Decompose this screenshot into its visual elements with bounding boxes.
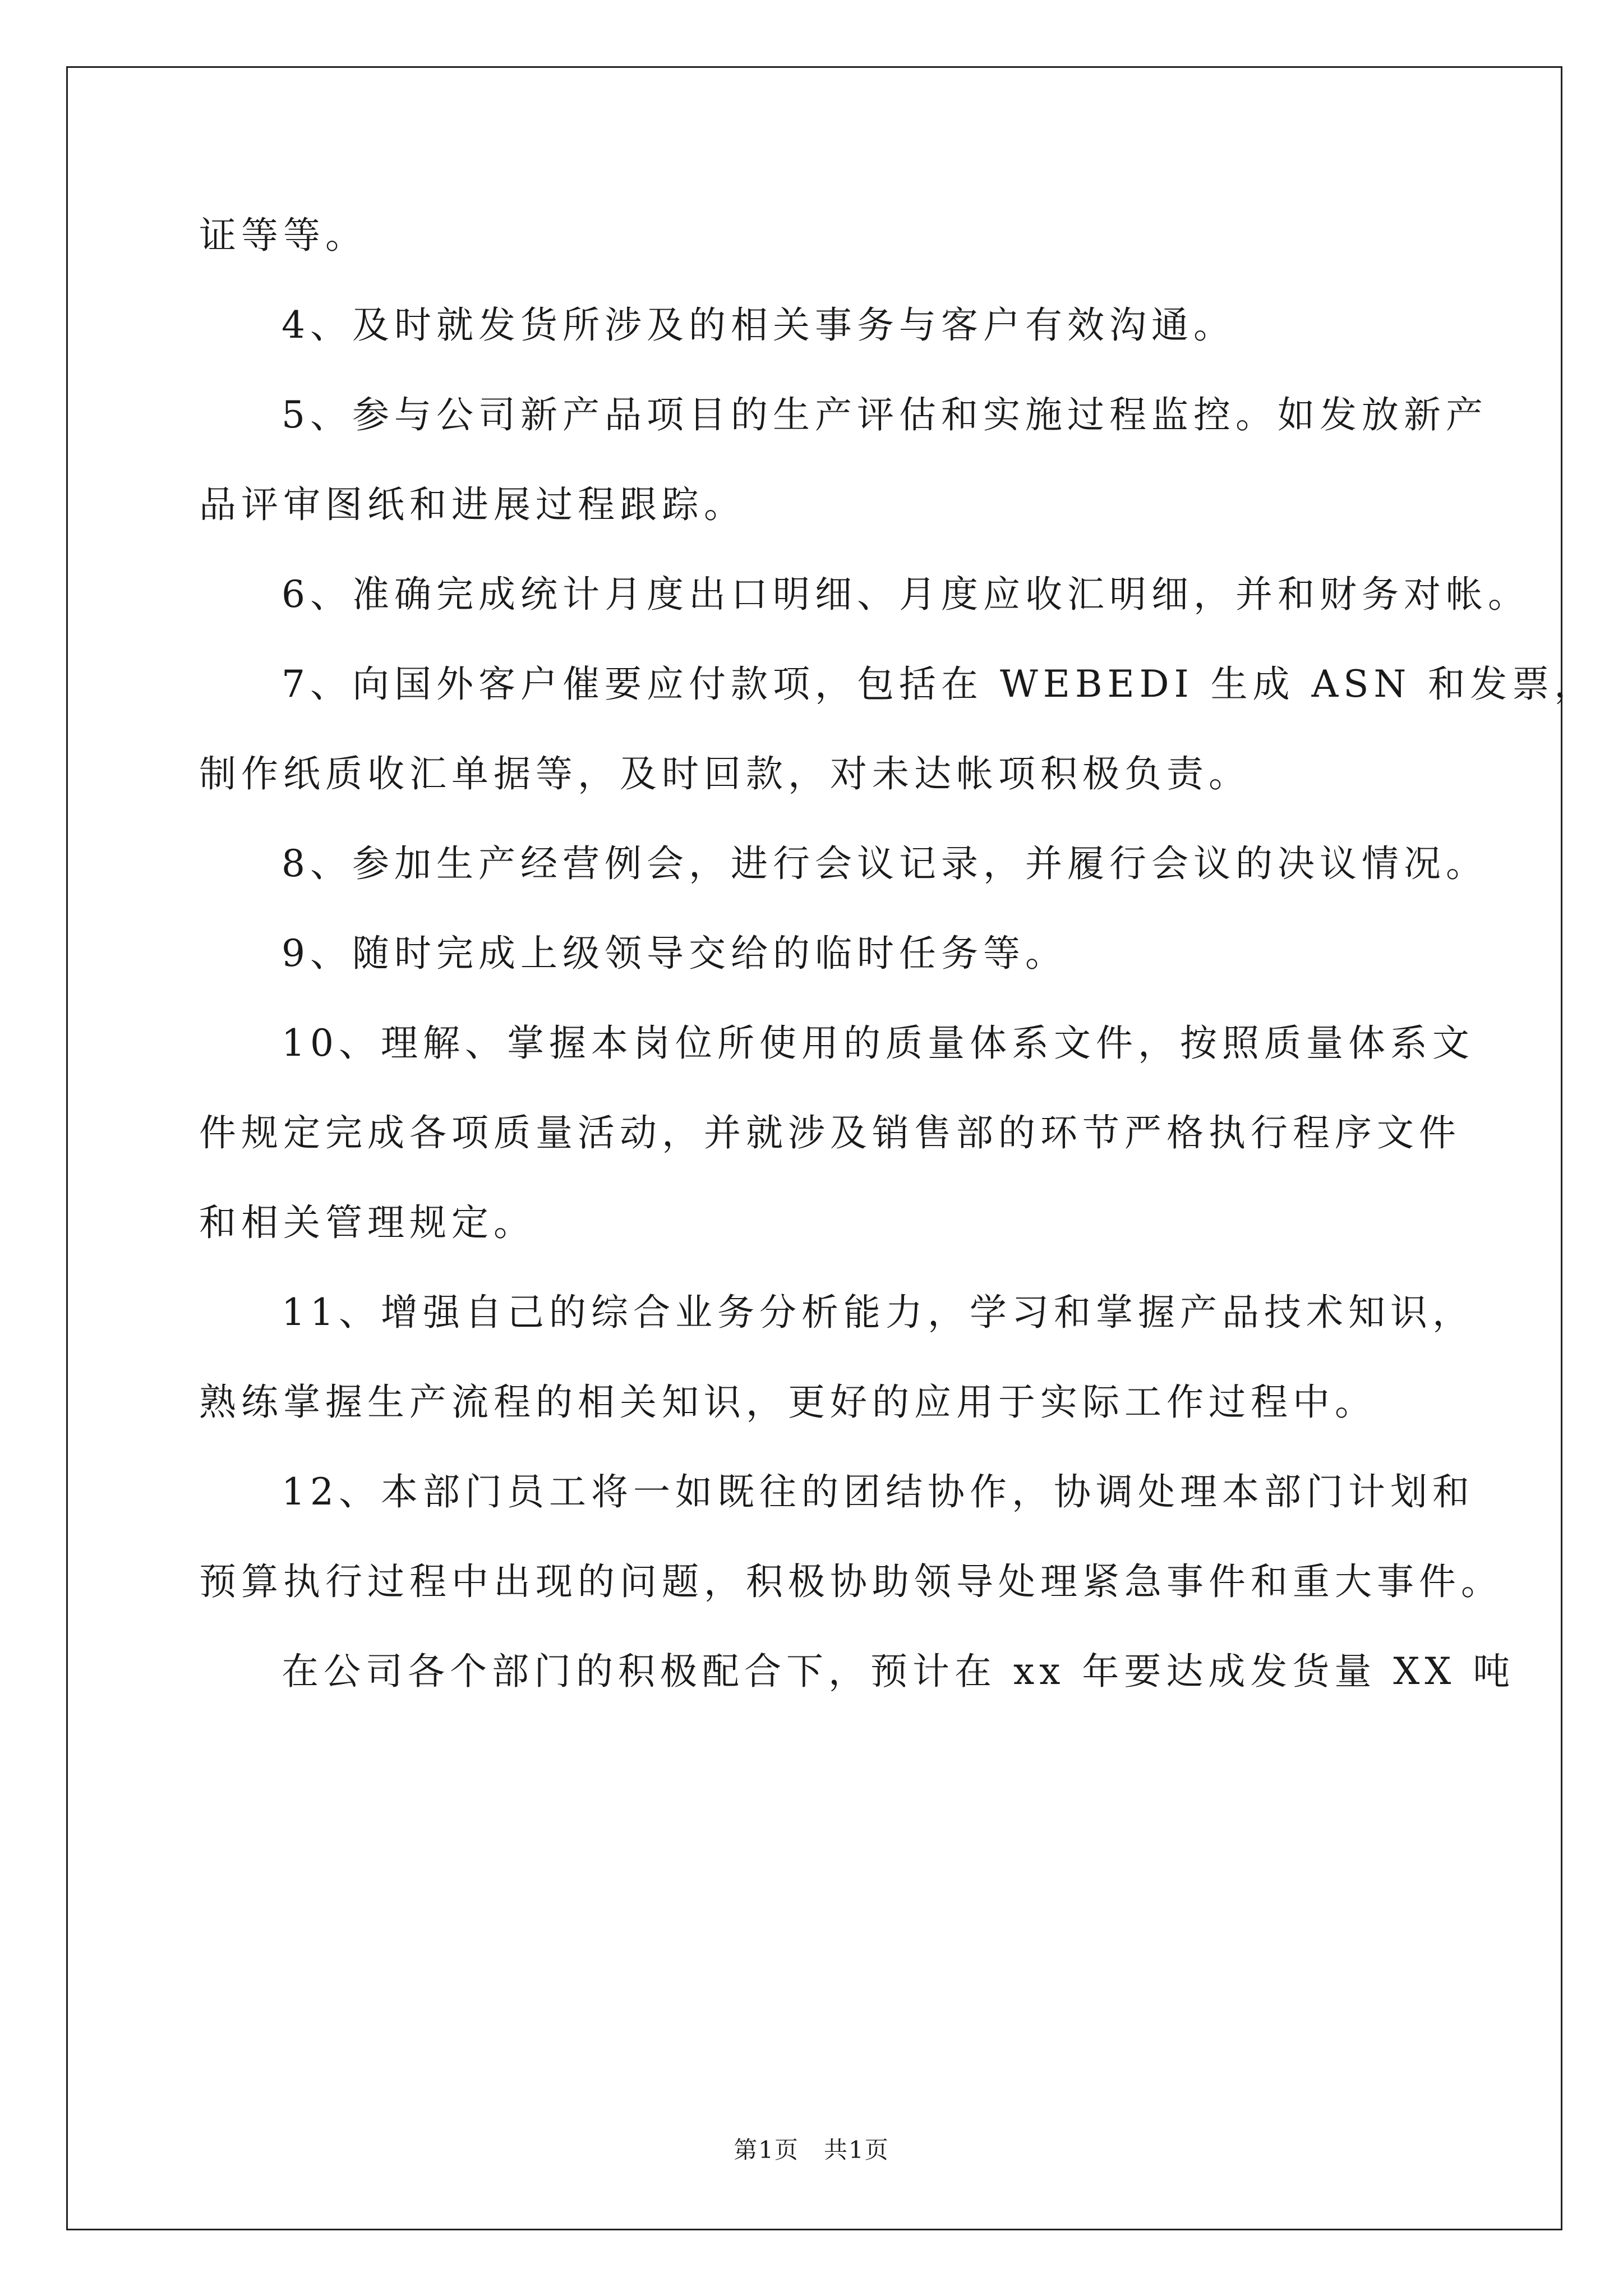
text-line: 和相关管理规定。 — [199, 1201, 536, 1244]
text-line: 9、随时完成上级领导交给的临时任务等。 — [282, 932, 1067, 975]
text-line: 5、参与公司新产品项目的生产评估和实施过程监控。如发放新产 — [282, 393, 1488, 436]
text-line: 6、准确完成统计月度出口明细、月度应收汇明细，并和财务对帐。 — [282, 573, 1530, 616]
text-line: 在公司各个部门的积极配合下，预计在 xx 年要达成发货量 XX 吨 — [282, 1650, 1515, 1693]
text-line: 8、参加生产经营例会，进行会议记录，并履行会议的决议情况。 — [282, 842, 1488, 885]
text-line: 12、本部门员工将一如既往的团结协作，协调处理本部门计划和 — [282, 1470, 1474, 1513]
text-line: 制作纸质收汇单据等，及时回款，对未达帐项积极负责。 — [199, 752, 1251, 795]
page-footer: 第1页 共1页 — [734, 2136, 889, 2164]
text-line: 10、理解、掌握本岗位所使用的质量体系文件，按照质量体系文 — [282, 1022, 1474, 1065]
text-line: 熟练掌握生产流程的相关知识，更好的应用于实际工作过程中。 — [199, 1381, 1377, 1424]
text-line: 预算执行过程中出现的问题，积极协助领导处理紧急事件和重大事件。 — [199, 1560, 1503, 1603]
text-line: 7、向国外客户催要应付款项，包括在 WEBEDI 生成 ASN 和发票， — [282, 662, 1597, 706]
text-line: 4、及时就发货所涉及的相关事务与客户有效沟通。 — [282, 303, 1235, 347]
text-line: 件规定完成各项质量活动，并就涉及销售部的环节严格执行程序文件 — [199, 1111, 1461, 1154]
text-line: 证等等。 — [199, 214, 367, 257]
text-line: 品评审图纸和进展过程跟踪。 — [199, 483, 746, 526]
text-line: 11、增强自己的综合业务分析能力，学习和掌握产品技术知识， — [282, 1291, 1474, 1334]
